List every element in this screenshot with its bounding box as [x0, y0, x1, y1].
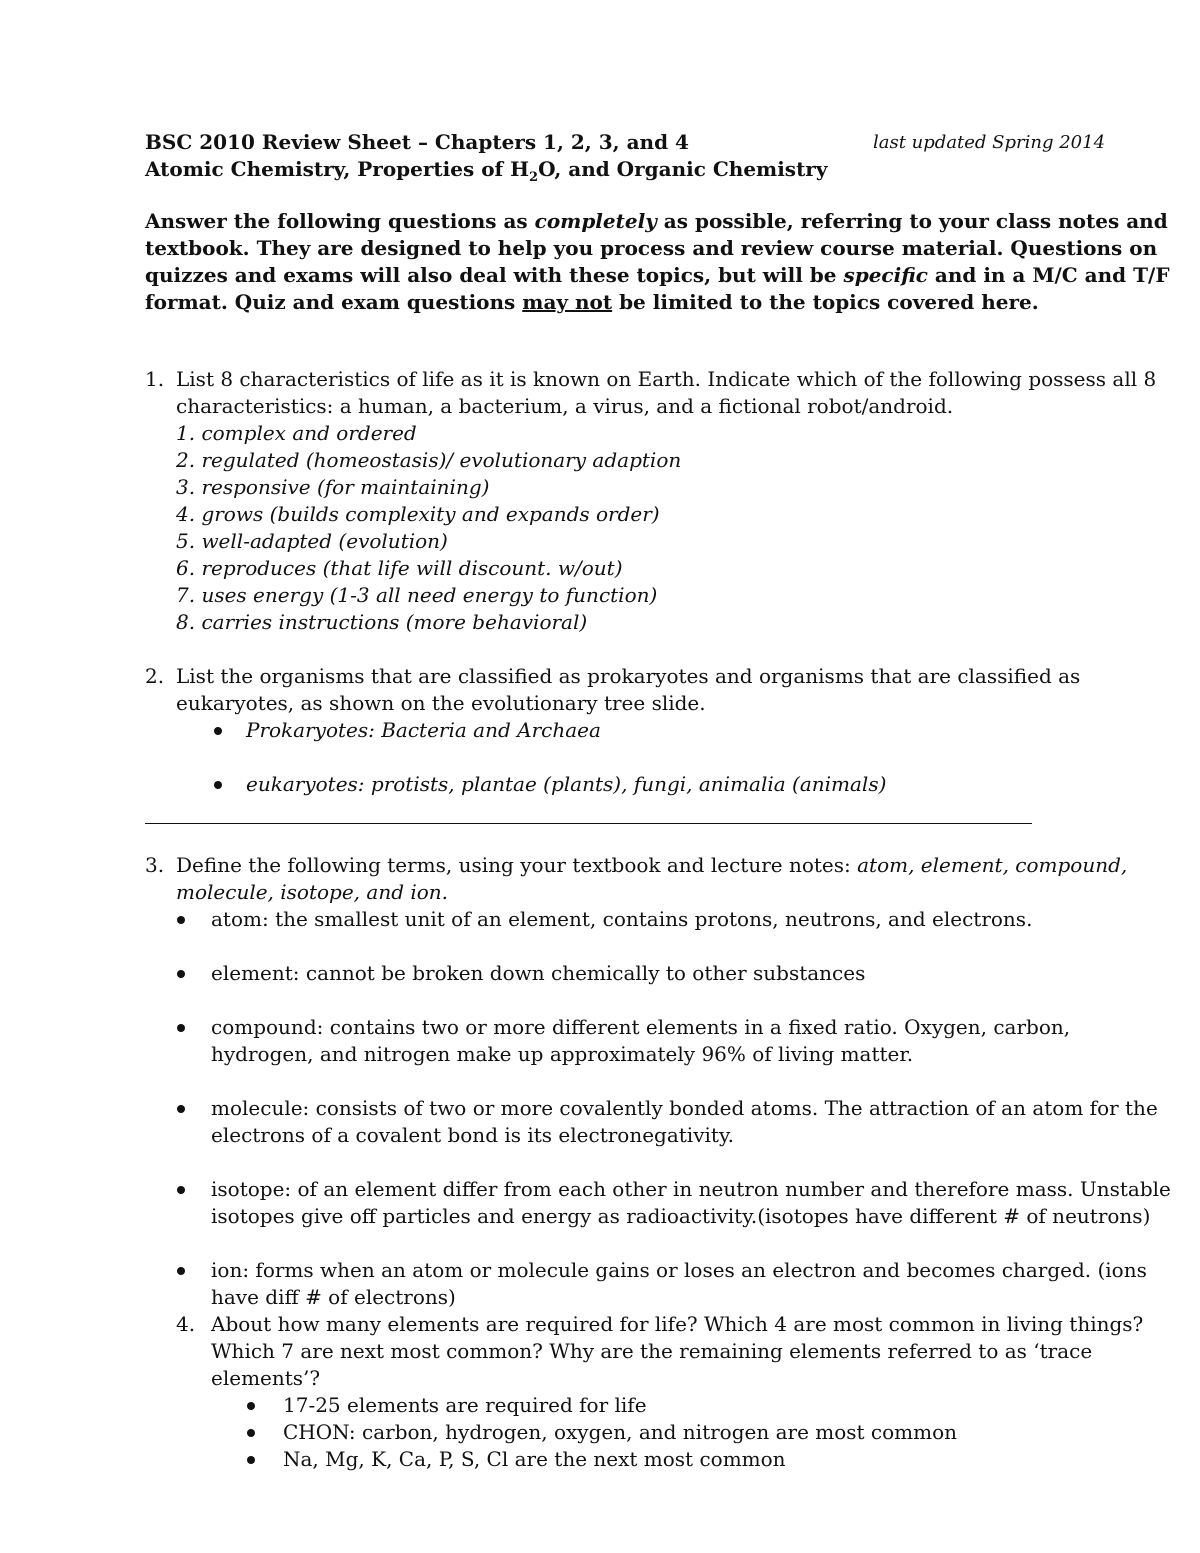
instr-underline-may-not: may not: [522, 290, 613, 314]
instr-emphasis-specific: specific: [843, 263, 928, 287]
instr-text: format. Quiz and exam questions: [145, 290, 523, 314]
q3-prompt-line-1: [176, 852, 1127, 879]
q3-def-ion-2: have diff # of electrons): [211, 1285, 456, 1309]
q3-terms-italic: atom, element, compound,: [857, 853, 1128, 877]
instr-text: as possible, referring to your class notes and: [656, 209, 1168, 233]
instr-text: quizzes and exams will also deal with these topics, but will be: [145, 263, 844, 287]
question-number-2: 2.: [145, 664, 165, 688]
q2-eukaryotes: eukaryotes: protists, plantae (plants), fungi, animalia (animals): [246, 772, 887, 796]
q3-prompt-line-2: molecule, isotope, and ion.: [176, 880, 449, 904]
q1-answer-7: 7. uses energy (1-3 all need energy to function): [176, 583, 658, 607]
q4-answer-2: CHON: carbon, hydrogen, oxygen, and nitrogen are most common: [283, 1420, 958, 1444]
q4-prompt-line-1: About how many elements are required for life? Which 4 are most common in living things?: [211, 1312, 1144, 1336]
bullet-icon: [214, 781, 222, 789]
q4-answer-1: 17-25 elements are required for life: [283, 1393, 647, 1417]
q1-prompt-line-2: characteristics: a human, a bacterium, a virus, and a fictional robot/android.: [176, 394, 954, 418]
instr-text: and in a M/C and T/F: [927, 263, 1170, 287]
question-number-4: 4.: [176, 1312, 196, 1336]
document-subtitle: [145, 156, 827, 183]
subtitle-part-a: Atomic Chemistry, Properties of H: [145, 157, 530, 181]
q3-def-isotope-1: isotope: of an element differ from each other in neutron number and therefore mass. Unstable: [211, 1177, 1171, 1201]
q1-answer-5: 5. well-adapted (evolution): [176, 529, 448, 553]
q4-prompt-line-3: elements’?: [211, 1366, 321, 1390]
bullet-icon: [177, 1267, 185, 1275]
instructions-line-4: [145, 289, 1039, 316]
q1-answer-4: 4. grows (builds complexity and expands order): [176, 502, 660, 526]
q3-def-compound-2: hydrogen, and nitrogen make up approximately 96% of living matter.: [211, 1042, 914, 1066]
instructions-line-2: textbook. They are designed to help you process and review course material. Questions on: [145, 236, 1158, 260]
q3-def-element: element: cannot be broken down chemically to other substances: [211, 961, 866, 985]
instr-text: be limited to the topics covered here.: [612, 290, 1039, 314]
instructions-line-3: [145, 262, 1170, 289]
bullet-icon: [177, 916, 185, 924]
instructions-line-1: [145, 208, 1168, 235]
subtitle-part-b: O, and Organic Chemistry: [538, 157, 828, 181]
q1-answer-6: 6. reproduces (that life will discount. w/out): [176, 556, 623, 580]
q3-def-ion-1: ion: forms when an atom or molecule gains or loses an electron and becomes charged. (ions: [211, 1258, 1147, 1282]
q2-prompt-line-2: eukaryotes, as shown on the evolutionary tree slide.: [176, 691, 706, 715]
q1-answer-1: 1. complex and ordered: [176, 421, 417, 445]
q1-answer-2: 2. regulated (homeostasis)/ evolutionary adaption: [176, 448, 682, 472]
document-title: BSC 2010 Review Sheet – Chapters 1, 2, 3, and 4: [145, 130, 689, 154]
bullet-icon: [214, 727, 222, 735]
bullet-icon: [247, 1456, 255, 1464]
q3-def-molecule-1: molecule: consists of two or more covalently bonded atoms. The attraction of an atom for the: [211, 1096, 1158, 1120]
q1-answer-8: 8. carries instructions (more behavioral): [176, 610, 588, 634]
q2-prompt-line-1: List the organisms that are classified as prokaryotes and organisms that are classified as: [176, 664, 1081, 688]
bullet-icon: [177, 1186, 185, 1194]
question-number-1: 1.: [145, 367, 165, 391]
instr-emphasis-completely: completely: [534, 209, 657, 233]
q3-def-compound-1: compound: contains two or more different elements in a fixed ratio. Oxygen, carbon,: [211, 1015, 1071, 1039]
q4-prompt-line-2: Which 7 are next most common? Why are the remaining elements referred to as ‘trace: [211, 1339, 1093, 1363]
bullet-icon: [177, 1024, 185, 1032]
subtitle-subscript: 2: [529, 170, 539, 185]
horizontal-divider: [145, 823, 1032, 824]
q3-def-atom: atom: the smallest unit of an element, contains protons, neutrons, and electrons.: [211, 907, 1033, 931]
q3-def-isotope-2: isotopes give off particles and energy as radioactivity.(isotopes have different # of neutrons): [211, 1204, 1151, 1228]
bullet-icon: [177, 970, 185, 978]
question-number-3: 3.: [145, 853, 165, 877]
q4-answer-3: Na, Mg, K, Ca, P, S, Cl are the next most common: [283, 1447, 786, 1471]
instr-text: Answer the following questions as: [145, 209, 535, 233]
q3-prompt-text: Define the following terms, using your textbook and lecture notes:: [176, 853, 858, 877]
q3-def-molecule-2: electrons of a covalent bond is its electronegativity.: [211, 1123, 734, 1147]
last-updated: last updated Spring 2014: [873, 132, 1106, 153]
bullet-icon: [177, 1105, 185, 1113]
bullet-icon: [247, 1429, 255, 1437]
q1-prompt-line-1: List 8 characteristics of life as it is known on Earth. Indicate which of the following possess all 8: [176, 367, 1157, 391]
bullet-icon: [247, 1402, 255, 1410]
q1-answer-3: 3. responsive (for maintaining): [176, 475, 490, 499]
q2-prokaryotes: Prokaryotes: Bacteria and Archaea: [246, 718, 601, 742]
